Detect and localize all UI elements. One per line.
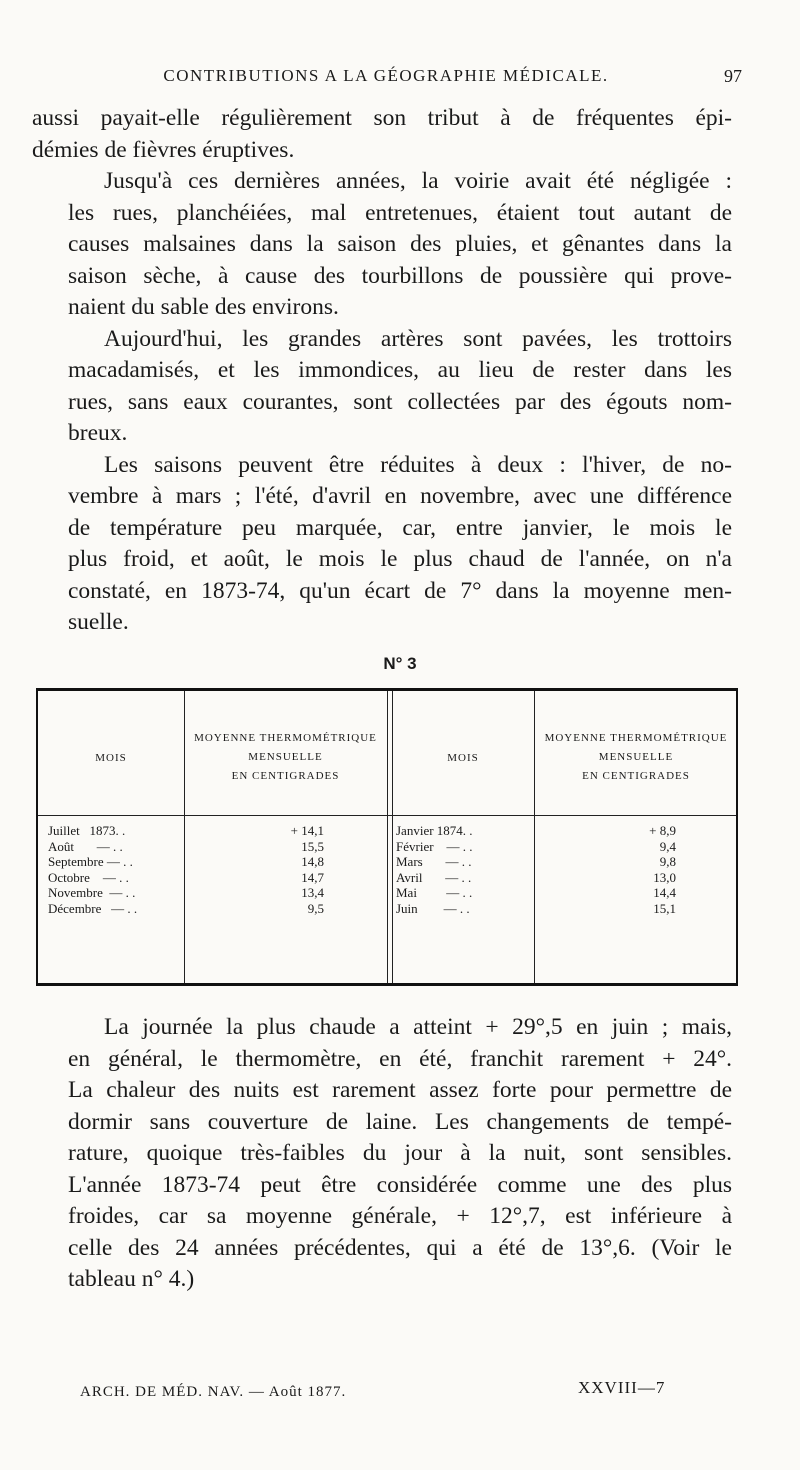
header-moyenne-line1: MOYENNE THERMOMÉTRIQUE (544, 732, 728, 744)
table-cell: + 14,1 (290, 823, 324, 838)
text-line: La journée la plus chaude a atteint + 29°,5 en juin ; mais, (104, 1014, 732, 1040)
temperature-table (36, 688, 738, 986)
left-month-column (48, 823, 137, 916)
table-cell: Avril — . . (396, 869, 472, 885)
table-number: N° 3 (383, 654, 417, 673)
body-text-bottom (32, 1012, 732, 1296)
table-cell: 14,8 (301, 854, 324, 869)
table-cell: Janvier 1874. . (396, 823, 473, 838)
table-cell: 13,4 (301, 885, 324, 900)
text-line: celle des 24 années précédentes, qui a été de 13°,6. (Voir le (68, 1234, 732, 1261)
header-mois-right: MOIS (447, 752, 479, 764)
paragraph (32, 166, 732, 324)
text-line: dormir sans couverture de laine. Les changements de tempé- (68, 1108, 732, 1135)
table-cell: 14,4 (653, 885, 676, 900)
text-line: naient du sable des environs. (68, 294, 339, 320)
table-cell: Mars — . . (396, 854, 472, 869)
text-line: froides, car sa moyenne générale, + 12°,7, est inférieure à (68, 1203, 732, 1229)
text-line: de température peu marquée, car, entre janvier, le mois le (68, 514, 732, 541)
page-number: 97 (724, 66, 742, 86)
text-line: rues, sans eaux courantes, sont collectées par des égouts nom- (68, 388, 732, 415)
footer-citation: ARCH. DE MÉD. NAV. — Août 1877. (80, 1384, 347, 1400)
text-line: constaté, en 1873-74, qu'un écart de 7° dans la moyenne men- (68, 577, 732, 604)
right-value-column (534, 823, 676, 916)
table-cell: Juin — . . (396, 900, 470, 916)
table-cell: Mai — . . (396, 885, 473, 900)
text-line: les rues, planchéiées, mal entretenues, étaient tout autant de (68, 199, 732, 226)
table-cell: 9,4 (659, 838, 676, 854)
table-cell: 13,0 (653, 869, 676, 885)
text-line: plus froid, et août, le mois le plus chaud de l'année, on n'a (68, 546, 732, 572)
text-line: rature, quoique très-faibles du jour à la nuit, sont sensibles. (68, 1140, 732, 1166)
table-cell: Octobre — . . (48, 869, 129, 885)
text-line: macadamisés, et les immondices, au lieu de rester dans les (68, 357, 732, 383)
running-title: CONTRIBUTIONS A LA GÉOGRAPHIE MÉDICALE. (163, 66, 609, 85)
paragraph (32, 103, 732, 166)
text-line: Les saisons peuvent être réduites à deux : l'hiver, de no- (104, 451, 732, 478)
paragraph (32, 450, 732, 639)
body-text-top (32, 103, 732, 639)
text-line: en général, le thermomètre, en été, franchit rarement + 24°. (68, 1045, 732, 1072)
table-cell: 14,7 (301, 869, 324, 885)
right-month-column (396, 823, 473, 916)
text-line: L'année 1873-74 peut être considérée comme une des plus (68, 1171, 732, 1198)
header-divider (38, 815, 736, 816)
text-line: suelle. (68, 609, 129, 635)
header-moyenne-line3: EN CENTIGRADES (582, 770, 690, 782)
paragraph (32, 1012, 732, 1296)
text-line: Aujourd'hui, les grandes artères sont pavées, les trottoirs (104, 325, 732, 352)
table-cell: Décembre — . . (48, 900, 138, 916)
header-moyenne-line2: MENSUELLE (248, 751, 323, 763)
table-cell: 9,5 (307, 900, 324, 916)
text-line: tableau n° 4.) (68, 1266, 195, 1292)
header-moyenne-right (534, 729, 738, 786)
table-cell: 9,8 (659, 854, 676, 869)
text-line: breux. (68, 420, 128, 446)
table-cell: 15,5 (301, 838, 324, 854)
left-value-column (184, 823, 324, 916)
footer-signature: XXVIII—7 (578, 1378, 666, 1397)
header-moyenne-left (184, 729, 387, 786)
table-cell: 15,1 (653, 900, 676, 916)
table-cell: Août — . . (48, 838, 123, 854)
text-line: La chaleur des nuits est rarement assez forte pour permettre de (68, 1077, 732, 1103)
header-mois-left: MOIS (95, 752, 127, 764)
text-line: causes malsaines dans la saison des pluies, et gênantes dans la (68, 231, 732, 257)
table-cell: Novembre — . . (48, 885, 136, 900)
header-moyenne-line2: MENSUELLE (598, 751, 674, 763)
text-line: saison sèche, à cause des tourbillons de poussière qui prove- (68, 262, 732, 289)
header-moyenne-line1: MOYENNE THERMOMÉTRIQUE (194, 732, 377, 744)
column-divider (387, 691, 388, 983)
column-divider (392, 691, 393, 983)
text-line: Jusqu'à ces dernières années, la voirie avait été négligée : (104, 168, 732, 194)
text-line: aussi payait-elle régulièrement son tribut à de fréquentes épi- (32, 105, 732, 131)
table-cell: Juillet 1873. . (48, 823, 126, 838)
table-cell: Février — . . (396, 838, 473, 854)
text-line: vembre à mars ; l'été, d'avril en novembre, avec une différence (68, 483, 732, 509)
table-cell: Septembre — . . (48, 854, 133, 869)
text-line: démies de fièvres éruptives. (32, 136, 295, 163)
paragraph (32, 324, 732, 450)
header-moyenne-line3: EN CENTIGRADES (231, 770, 340, 782)
table-cell: + 8,9 (649, 823, 676, 838)
